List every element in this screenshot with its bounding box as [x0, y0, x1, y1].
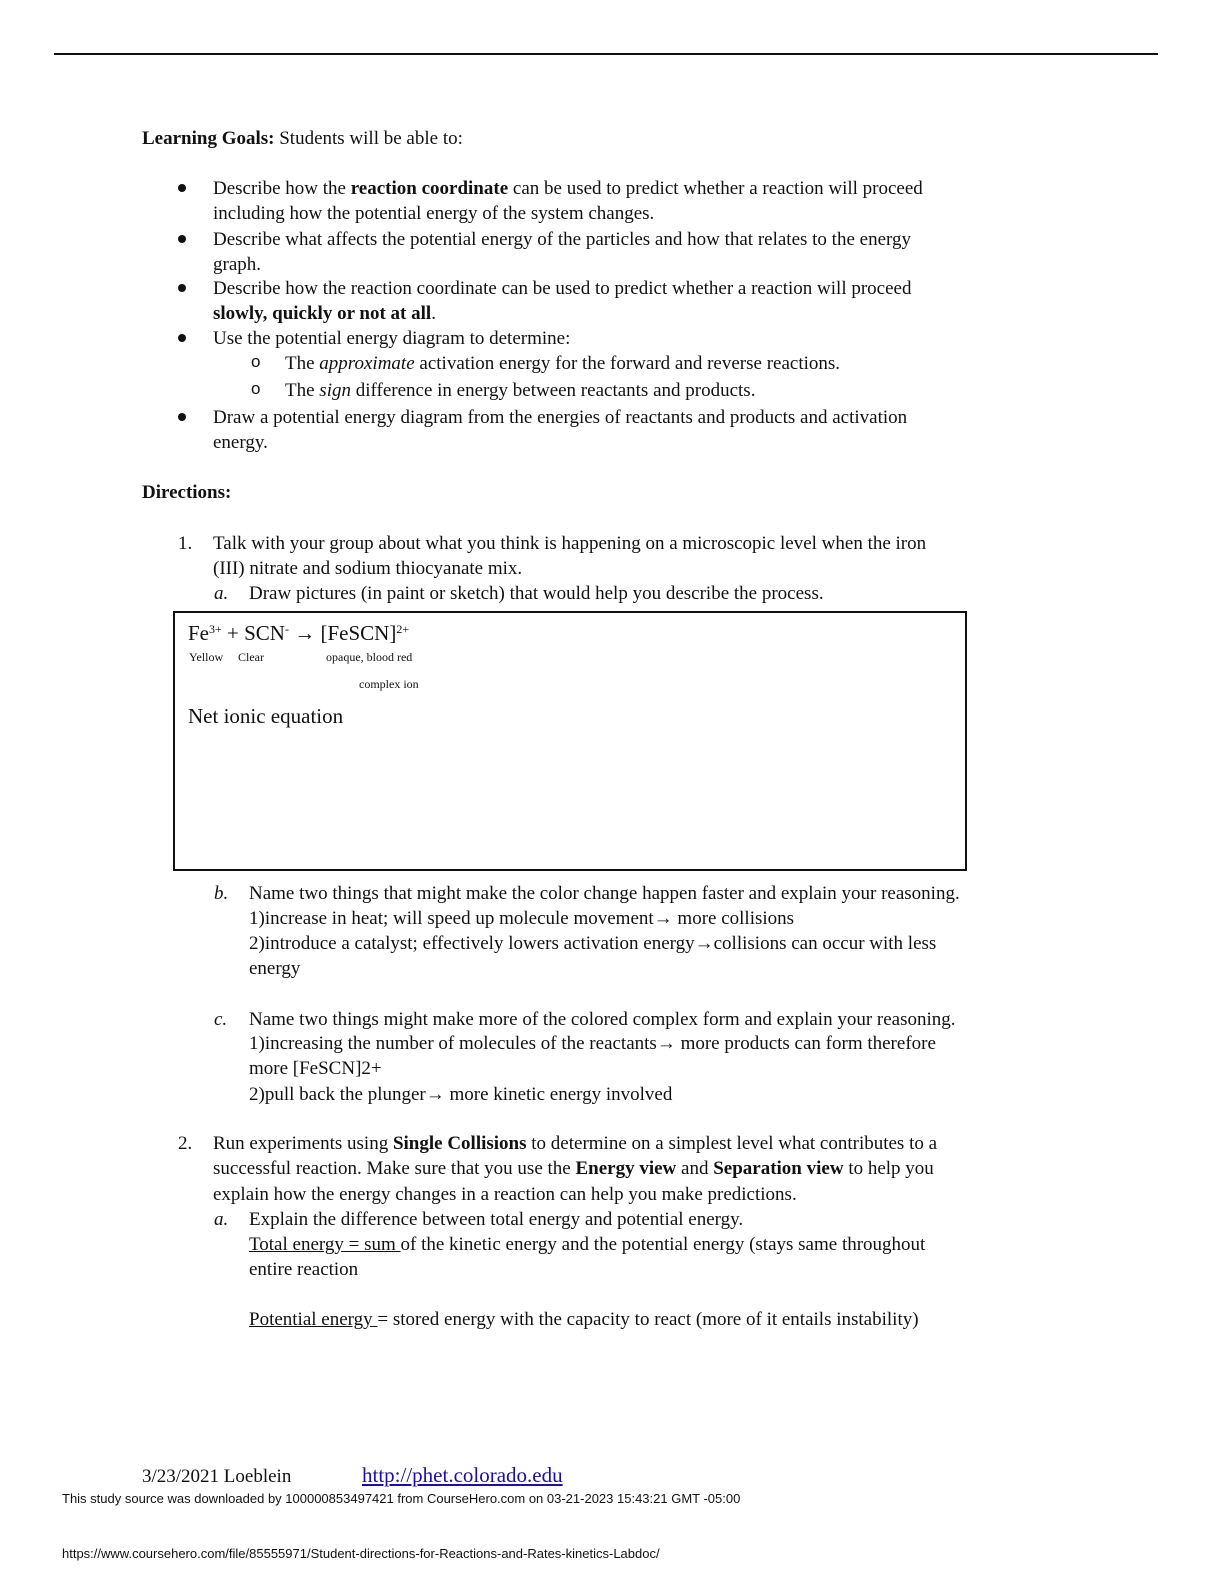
q1b-letter: b.: [214, 883, 229, 904]
fe-charge: 3+: [209, 622, 222, 636]
goal-4-sub-2: [285, 378, 755, 403]
goal-5-line-1: Draw a potential energy diagram from the energies of reactants and products and activation: [213, 407, 908, 428]
question-1-line-1: Talk with your group about what you think is happening on a microscopic level when the iron: [213, 533, 927, 554]
question-2-line-1: [213, 1131, 937, 1156]
answer-2a-potential: [249, 1307, 919, 1332]
total-energy-definition: of the kinetic energy and the potential energy (stays same throughout: [400, 1234, 926, 1255]
directions-heading: [142, 480, 231, 505]
phet-link[interactable]: http://phet.colorado.edu: [362, 1463, 563, 1487]
bullet-icon: [178, 235, 186, 243]
arrow-icon: →: [653, 908, 673, 929]
source-note: This study source was downloaded by 100000853497421 from CourseHero.com on 03-21-2023 15:43:21 GMT -05:00: [62, 1491, 741, 1506]
sub-2-text-end: difference in energy between reactants and products.: [350, 380, 756, 401]
goal-4-sub-1: [285, 351, 840, 376]
question-1a-text: Draw pictures (in paint or sketch) that would help you describe the process.: [249, 583, 824, 604]
question-1-number: 1.: [178, 533, 193, 554]
bullet-icon: [178, 334, 186, 342]
question-1a-letter: [214, 581, 228, 606]
answer-2a-total-line-2: entire reaction: [249, 1259, 359, 1280]
question-1c-letter: [214, 1007, 227, 1032]
sub-1-text: The: [285, 353, 320, 374]
arrow-icon: →: [694, 933, 714, 954]
goal-3-line-2: [213, 301, 436, 326]
label-opaque: opaque, blood red: [326, 650, 413, 664]
q2a-letter: a.: [214, 1209, 229, 1230]
answer-1b-2-text: 2)introduce a catalyst; effectively lowers activation energy: [249, 933, 695, 954]
total-energy-term: Total energy = sum: [249, 1234, 401, 1255]
answer-1c-1-result: more products can form therefore: [675, 1033, 936, 1054]
q1a-letter: a.: [214, 583, 229, 604]
q2-l1-text: Run experiments using: [213, 1133, 393, 1154]
goal-1-line-2: including how the potential energy of the system changes.: [213, 203, 655, 224]
goal-2-line-1: Describe what affects the potential energy of the particles and how that relates to the energy: [213, 229, 911, 250]
q1c-letter: c.: [214, 1009, 228, 1030]
answer-2a-total: [249, 1232, 925, 1257]
q2-l2-text: successful reaction. Make sure that you use the: [213, 1158, 576, 1179]
sub-1-italic: approximate: [319, 353, 415, 374]
sub-2-italic: sign: [319, 380, 351, 401]
net-ionic-label: Net ionic equation: [188, 704, 344, 728]
sub-bullet-icon: o: [251, 352, 261, 371]
question-1b-text: Name two things that might make the color change happen faster and explain your reasoning.: [249, 883, 960, 904]
q2-l1-text-end: to determine on a simplest level what contributes to a: [526, 1133, 938, 1154]
question-2-number: 2.: [178, 1133, 193, 1154]
goal-4-line: Use the potential energy diagram to determine:: [213, 328, 571, 349]
answer-1b-1-result: more collisions: [672, 908, 795, 929]
potential-energy-term: Potential energy: [249, 1309, 378, 1330]
header-rule: [54, 53, 1158, 55]
arrow-icon: →: [656, 1033, 676, 1054]
question-1b-letter: [214, 881, 228, 906]
sub-bullet-icon: o: [251, 379, 261, 398]
q2-l2-mid: and: [676, 1158, 714, 1179]
goal-3-period: .: [431, 303, 436, 324]
potential-energy-definition: = stored energy with the capacity to react (more of it entails instability): [377, 1309, 919, 1330]
question-1-line-2: (III) nitrate and sodium thiocyanate mix.: [213, 558, 523, 579]
answer-1b-1: [249, 906, 794, 931]
answer-1c-2: [249, 1082, 672, 1107]
answer-1c-1-line-2: more [FeSCN]2+: [249, 1058, 382, 1079]
learning-goals-intro: Students will be able to:: [274, 128, 463, 149]
q2-l2-text-end: to help you: [843, 1158, 934, 1179]
learning-goals-line: [142, 126, 463, 151]
answer-1c-1: [249, 1031, 936, 1056]
sub-2-text: The: [285, 380, 320, 401]
question-2a-text: Explain the difference between total energy and potential energy.: [249, 1209, 744, 1230]
footer-date-author: 3/23/2021 Loeblein: [142, 1466, 292, 1487]
goal-5-line-2: energy.: [213, 432, 268, 453]
complex-ion: [FeSCN]: [320, 621, 397, 645]
goal-1-text: Describe how the: [213, 178, 351, 199]
answer-1c-2-result: more kinetic energy involved: [444, 1084, 673, 1105]
scn-ion: + SCN: [221, 621, 285, 645]
question-2-line-2: [213, 1156, 934, 1181]
answer-1b-2-result: collisions can occur with less: [713, 933, 937, 954]
reaction-equation: [188, 621, 409, 646]
answer-1b-1-text: 1)increase in heat; will speed up molecule movement: [249, 908, 654, 929]
answer-1b-2-line-2: energy: [249, 958, 301, 979]
arrow-icon: →: [425, 1084, 445, 1105]
goal-2-line-2: graph.: [213, 254, 262, 275]
complex-charge: 2+: [396, 622, 410, 636]
question-1c-text: Name two things might make more of the colored complex form and explain your reasoning.: [249, 1009, 956, 1030]
learning-goals-heading: Learning Goals:: [142, 128, 275, 149]
label-clear: Clear: [238, 650, 264, 664]
question-2a-letter: [214, 1207, 228, 1232]
drawing-box: [173, 611, 967, 871]
sub-1-text-end: activation energy for the forward and reverse reactions.: [414, 353, 841, 374]
answer-1c-2-text: 2)pull back the plunger: [249, 1084, 426, 1105]
bullet-icon: [178, 284, 186, 292]
scn-charge: -: [284, 622, 289, 636]
q2-l2-bold-1: Energy view: [575, 1158, 677, 1179]
goal-1-text-end: can be used to predict whether a reaction will proceed: [508, 178, 923, 199]
label-yellow: Yellow: [189, 650, 224, 664]
question-2-line-3: explain how the energy changes in a reaction can help you make predictions.: [213, 1184, 797, 1205]
bullet-icon: [178, 413, 186, 421]
goal-3-line-1: Describe how the reaction coordinate can be used to predict whether a reaction will proceed: [213, 278, 912, 299]
q2-l1-bold: Single Collisions: [392, 1133, 527, 1154]
answer-1b-2: [249, 931, 936, 956]
q2-l2-bold-2: Separation view: [713, 1158, 844, 1179]
answer-1c-1-text: 1)increasing the number of molecules of the reactants: [249, 1033, 657, 1054]
goal-1-bold: reaction coordinate: [350, 178, 509, 199]
arrow-icon: →: [288, 621, 321, 645]
label-complex-ion: complex ion: [359, 677, 419, 691]
directions-heading-text: Directions:: [142, 482, 232, 503]
goal-3-bold: slowly, quickly or not at all: [213, 303, 432, 324]
source-url[interactable]: https://www.coursehero.com/file/85555971/Student-directions-for-Reactions-and-Rates-kinetics-Labdoc/: [62, 1546, 660, 1561]
fe-ion: Fe: [188, 621, 209, 645]
bullet-icon: [178, 184, 186, 192]
goal-1-line-1: [213, 176, 923, 201]
